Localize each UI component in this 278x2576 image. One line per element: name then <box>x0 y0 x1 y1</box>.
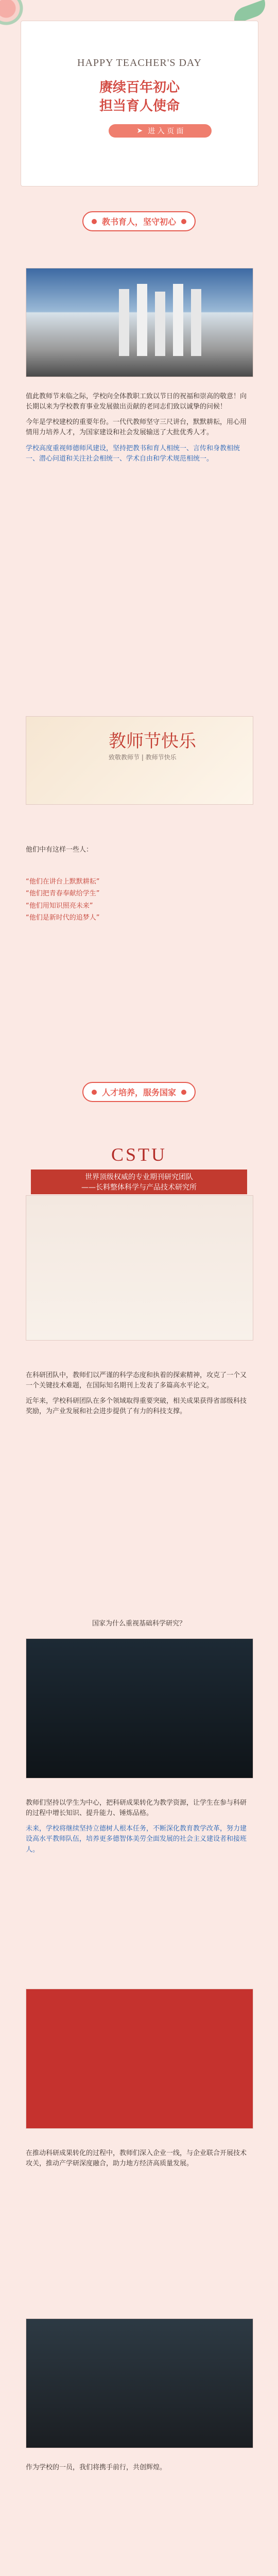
section-title-2 <box>82 1082 196 1102</box>
dot-icon <box>92 219 97 224</box>
deer-photo <box>26 1638 253 1778</box>
quote-intro: 他们中有这样一些人： <box>26 846 93 854</box>
teacher-day-banner <box>26 716 253 805</box>
body3-paragraph-1: 教师们坚持以学生为中心，把科研成果转化为教学资源，让学生在参与科研的过程中增长知识、提升能力、锤炼品格。 <box>26 1799 247 1818</box>
body2-paragraph-1: 在科研团队中，教师们以严谨的科学态度和执着的探索精神，攻克了一个又一个关键技术难题，在国际知名期刊上发表了多篇高水平论文。 <box>26 1371 247 1390</box>
enter-page-button[interactable] <box>109 124 212 138</box>
product-box-photo <box>26 1989 253 2129</box>
section-title-1-label: 教书育人，坚守初心 <box>101 217 177 227</box>
gate-arch-illustration <box>114 284 206 356</box>
cstu-banner-line2: ——长料整体科学与产品技术研究所 <box>81 1183 197 1192</box>
section-title-1 <box>82 211 196 231</box>
campus-gate-photo <box>26 268 253 377</box>
intro-paragraph-2: 今年是学校建校的重要年份。一代代教师坚守三尺讲台，默默耕耘，用心用情用力培养人才，为国家建设和社会发展输送了大批优秀人才。 <box>26 418 247 437</box>
quote-list <box>26 876 252 924</box>
hero-cn-line1: 赓续百年初心 <box>99 80 180 95</box>
dot-icon <box>92 1090 97 1095</box>
body2-text <box>26 1370 252 1422</box>
hero-card <box>21 21 258 187</box>
dot-icon <box>181 219 186 224</box>
cstu-banner-line1: 世界顶级权威的专业期刊研究团队 <box>85 1173 193 1181</box>
arrow-right-icon: ➤ <box>136 127 143 135</box>
intro-paragraph-3: 学校高度重视师德师风建设，坚持把教书和育人相统一、言传和身教相统一、潜心问道和关注社会相统一、学术自由和学术规范相统一。 <box>26 444 240 463</box>
teacher-day-subtitle: 致敬教师节 | 教师节快乐 <box>109 754 177 761</box>
quote-item: “他们在讲台上默默耕耘” <box>26 878 100 886</box>
certificates-photo <box>26 1195 253 1341</box>
body3-paragraph-2: 未来，学校将继续坚持立德树人根本任务，不断深化教育教学改革，努力建设高水平教师队伍，培养更多德智体美劳全面发展的社会主义建设者和接班人。 <box>26 1825 247 1854</box>
quote-item: “他们把青春奉献给学生” <box>26 890 100 898</box>
body3-text <box>26 1798 252 1860</box>
enter-page-label: 进 入 页 面 <box>148 127 184 135</box>
intro-text <box>26 392 252 469</box>
section-title-2-label: 人才培养，服务国家 <box>101 1088 177 1097</box>
hero-english-title: HAPPY TEACHER'S DAY <box>77 57 202 69</box>
dot-icon <box>181 1090 186 1095</box>
cstu-logo-text: CSTU <box>111 1144 167 1165</box>
intro-paragraph-1: 值此教师节来临之际，学校向全体教职工致以节日的祝福和崇高的敬意！向长期以来为学校教育事业发展做出贡献的老同志们致以诚挚的问候！ <box>26 393 247 411</box>
teacher-day-title: 教师节快乐 <box>109 732 196 751</box>
quote-item: “他们用知识照亮未来” <box>26 902 93 910</box>
quote-item: “他们是新时代的追梦人” <box>26 914 100 922</box>
body4-paragraph-1: 在推动科研成果转化的过程中，教师们深入企业一线，与企业联合开展技术攻关，推动产学研深度融合，助力地方经济高质量发展。 <box>26 2149 247 2168</box>
body2-paragraph-2: 近年来，学校科研团队在多个领域取得重要突破，相关成果获得省部级科技奖励，为产业发展和社会进步提供了有力的科技支撑。 <box>26 1397 247 1416</box>
body4-text <box>26 2148 252 2174</box>
production-line-photo <box>26 2318 253 2448</box>
closing-text: 作为学校的一员，我们将携手前行，共创辉煌。 <box>26 2464 167 2471</box>
deer-caption: 国家为什么重视基础科学研究？ <box>92 1620 186 1628</box>
cstu-banner <box>31 1170 247 1194</box>
hero-cn-line2: 担当育人使命 <box>99 98 180 114</box>
